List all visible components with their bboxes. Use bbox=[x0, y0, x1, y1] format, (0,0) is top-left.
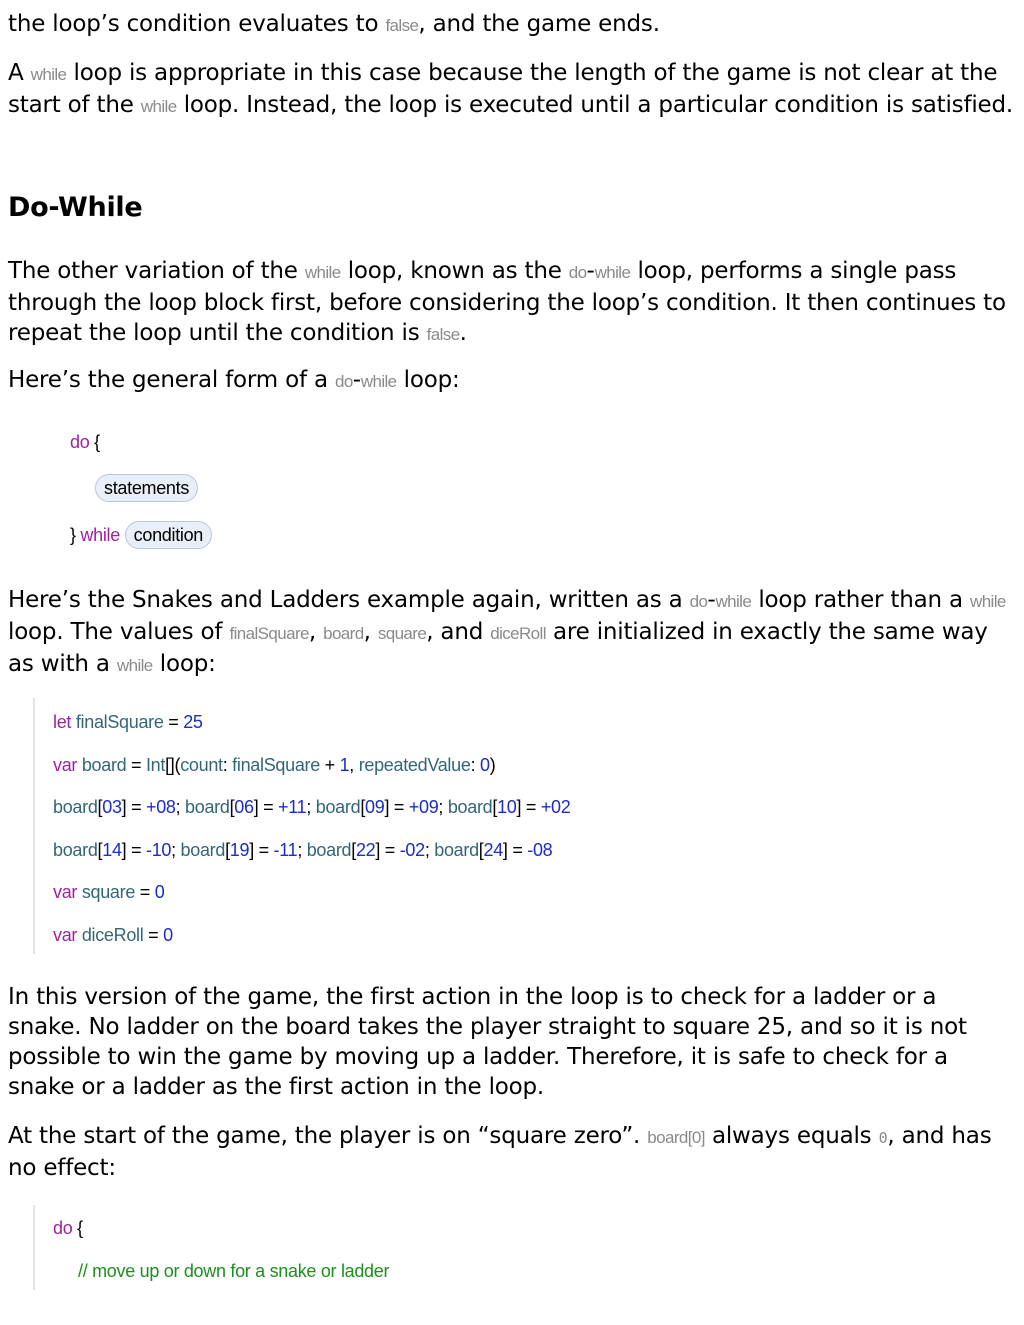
paragraph-game-version bbox=[8, 982, 1016, 1102]
paragraph-square-zero bbox=[8, 1121, 1016, 1183]
paragraph-general-form bbox=[8, 365, 1016, 397]
keyword: var bbox=[53, 755, 78, 775]
punctuation: [ bbox=[225, 840, 230, 860]
brace: { bbox=[72, 1218, 83, 1238]
inline-code-board: board bbox=[323, 624, 364, 643]
code-block-do-loop bbox=[33, 1205, 755, 1290]
inline-code-false: false bbox=[426, 325, 460, 344]
number: 22 bbox=[355, 840, 376, 860]
number: 19 bbox=[229, 840, 250, 860]
punctuation: ; bbox=[424, 840, 435, 860]
code-line bbox=[78, 1259, 389, 1283]
identifier: board bbox=[185, 797, 230, 817]
inline-code-while: while bbox=[116, 656, 153, 675]
number: 06 bbox=[234, 797, 254, 817]
operator: ] = bbox=[502, 840, 528, 860]
general-form-statements bbox=[95, 474, 198, 502]
text: - bbox=[586, 258, 595, 284]
identifier: finalSquare bbox=[75, 712, 164, 732]
keyword: var bbox=[53, 925, 78, 945]
punctuation: [ bbox=[97, 840, 103, 860]
number: -11 bbox=[273, 840, 298, 860]
text: At the start of the game, the player is on “square zero”. bbox=[8, 1123, 648, 1149]
operator: ] = bbox=[253, 797, 279, 817]
text: Here’s the Snakes and Ladders example again, written as a bbox=[8, 587, 690, 613]
operator: ] = bbox=[516, 797, 541, 817]
number: +11 bbox=[278, 797, 307, 817]
identifier: square bbox=[81, 882, 136, 902]
operator: ] = bbox=[375, 840, 400, 860]
inline-code-while: while bbox=[304, 263, 341, 282]
operator: = bbox=[135, 882, 155, 902]
inline-code-while: while bbox=[140, 97, 177, 116]
inline-code-do: do bbox=[689, 592, 708, 611]
inline-code-zero: 0 bbox=[878, 1129, 888, 1147]
number: 10 bbox=[497, 797, 517, 817]
paragraph-intro bbox=[8, 9, 1016, 41]
operator: ] = bbox=[384, 797, 409, 817]
number: 03 bbox=[102, 797, 122, 817]
number: 0 bbox=[163, 925, 173, 945]
number: -02 bbox=[399, 840, 425, 860]
keyword-do: do bbox=[53, 1218, 73, 1238]
punctuation: , bbox=[349, 755, 359, 775]
text: In this version of the game, the first action in the loop is to check for a ladder or a snake. No ladder on the board takes the player straight to square 25, and so it is not possible to win the game by moving up a ladder. Therefore, it is safe to check for a snake or a ladder as the first action in the loop. bbox=[8, 984, 967, 1100]
identifier: diceRoll bbox=[81, 925, 144, 945]
punctuation: : bbox=[470, 755, 480, 775]
operator: ] = bbox=[249, 840, 274, 860]
identifier: board bbox=[447, 797, 493, 817]
number: +09 bbox=[408, 797, 439, 817]
inline-code-board-zero: board[0] bbox=[647, 1128, 705, 1147]
code-line bbox=[53, 923, 173, 947]
punctuation: [ bbox=[360, 797, 366, 817]
identifier: board bbox=[81, 755, 127, 775]
punctuation: ; bbox=[297, 840, 307, 860]
text: loop, performs a single pass through the loop block first, before considering the loop’s condition. It then continues to repeat the loop until the condition is bbox=[8, 258, 1006, 346]
code-comment: // move up or down for a snake or ladder bbox=[78, 1261, 390, 1281]
text: A bbox=[8, 60, 31, 86]
argument-label: repeatedValue bbox=[358, 755, 471, 775]
text: are initialized in exactly the same way as with a bbox=[8, 619, 988, 677]
punctuation: : bbox=[222, 755, 233, 775]
text: , bbox=[308, 619, 324, 645]
brace: } bbox=[70, 525, 81, 545]
code-line bbox=[53, 710, 203, 734]
inline-code-while: while bbox=[30, 65, 67, 84]
identifier: board bbox=[53, 840, 98, 860]
operator: = bbox=[163, 712, 184, 732]
placeholder-statements: statements bbox=[95, 474, 198, 502]
code-line bbox=[53, 880, 164, 904]
number: 0 bbox=[479, 755, 490, 775]
inline-code-while: while bbox=[715, 592, 752, 611]
text: Here’s the general form of a bbox=[8, 367, 335, 393]
text: . bbox=[459, 320, 467, 346]
identifier: finalSquare bbox=[232, 755, 320, 775]
text: loop: bbox=[152, 651, 216, 677]
number: 14 bbox=[102, 840, 122, 860]
text: - bbox=[707, 587, 716, 613]
punctuation: [ bbox=[478, 840, 484, 860]
keyword: let bbox=[53, 712, 72, 732]
punctuation: [ bbox=[492, 797, 498, 817]
punctuation: ) bbox=[489, 755, 496, 775]
inline-code-false: false bbox=[385, 16, 419, 35]
text: The other variation of the bbox=[8, 258, 305, 284]
text: loop is appropriate in this case because the length of the game is not clear at the start of the bbox=[8, 60, 998, 118]
number: 09 bbox=[365, 797, 385, 817]
operator: + bbox=[319, 755, 340, 775]
number: 1 bbox=[339, 755, 350, 775]
text: loop, known as the bbox=[340, 258, 569, 284]
number: -10 bbox=[146, 840, 172, 860]
type-name: Int bbox=[145, 755, 166, 775]
operator: ] = bbox=[121, 840, 146, 860]
punctuation: ; bbox=[175, 797, 186, 817]
code-line bbox=[53, 838, 552, 862]
operator: = bbox=[126, 755, 146, 775]
inline-code-while: while bbox=[970, 592, 1006, 611]
placeholder-condition: condition bbox=[125, 521, 212, 549]
general-form-do-line bbox=[70, 430, 100, 454]
punctuation: ; bbox=[438, 797, 448, 817]
punctuation: ; bbox=[306, 797, 316, 817]
text: the loop’s condition evaluates to bbox=[8, 11, 386, 37]
text: , and bbox=[426, 619, 491, 645]
number: +08 bbox=[146, 797, 176, 817]
punctuation: []( bbox=[165, 755, 181, 775]
identifier: board bbox=[315, 797, 361, 817]
paragraph-snakes-example bbox=[8, 585, 1016, 681]
identifier: board bbox=[306, 840, 352, 860]
text: loop rather than a bbox=[751, 587, 971, 613]
identifier: board bbox=[53, 797, 98, 817]
text: , and has no effect: bbox=[8, 1123, 992, 1181]
code-line bbox=[53, 1216, 83, 1240]
brace: { bbox=[89, 432, 100, 452]
inline-code-while: while bbox=[594, 263, 631, 282]
operator: ] = bbox=[121, 797, 146, 817]
inline-code-while: while bbox=[360, 372, 397, 391]
text: loop. The values of bbox=[8, 619, 230, 645]
number: +02 bbox=[540, 797, 571, 817]
identifier: board bbox=[434, 840, 479, 860]
code-line bbox=[53, 753, 495, 777]
number: -08 bbox=[527, 840, 553, 860]
code-block-setup bbox=[33, 698, 755, 954]
text: loop. Instead, the loop is executed until a particular condition is satisfied. bbox=[176, 92, 1014, 118]
paragraph-while-appropriate bbox=[8, 58, 1016, 122]
punctuation: [ bbox=[351, 840, 356, 860]
keyword: var bbox=[53, 882, 78, 902]
keyword-while: while bbox=[80, 525, 120, 545]
inline-code-square: square bbox=[377, 624, 427, 643]
inline-code-finalSquare: finalSquare bbox=[229, 624, 309, 643]
argument-label: count bbox=[180, 755, 223, 775]
number: 25 bbox=[183, 712, 203, 732]
punctuation: [ bbox=[97, 797, 103, 817]
identifier: board bbox=[180, 840, 226, 860]
number: 24 bbox=[483, 840, 503, 860]
punctuation: [ bbox=[229, 797, 235, 817]
code-line bbox=[53, 795, 570, 819]
inline-code-do: do bbox=[334, 372, 353, 391]
text: always equals bbox=[704, 1123, 879, 1149]
punctuation: ; bbox=[171, 840, 181, 860]
inline-code-diceRoll: diceRoll bbox=[490, 624, 546, 643]
paragraph-do-while-variation bbox=[8, 256, 1016, 350]
text: , bbox=[363, 619, 378, 645]
keyword-do: do bbox=[70, 432, 90, 452]
inline-code-do: do bbox=[568, 263, 587, 282]
operator: = bbox=[143, 925, 164, 945]
general-form-while-line bbox=[70, 521, 212, 549]
text: loop: bbox=[396, 367, 460, 393]
text: , and the game ends. bbox=[418, 11, 660, 37]
text: - bbox=[352, 367, 361, 393]
section-heading-do-while: Do-While bbox=[8, 192, 143, 223]
number: 0 bbox=[154, 882, 165, 902]
